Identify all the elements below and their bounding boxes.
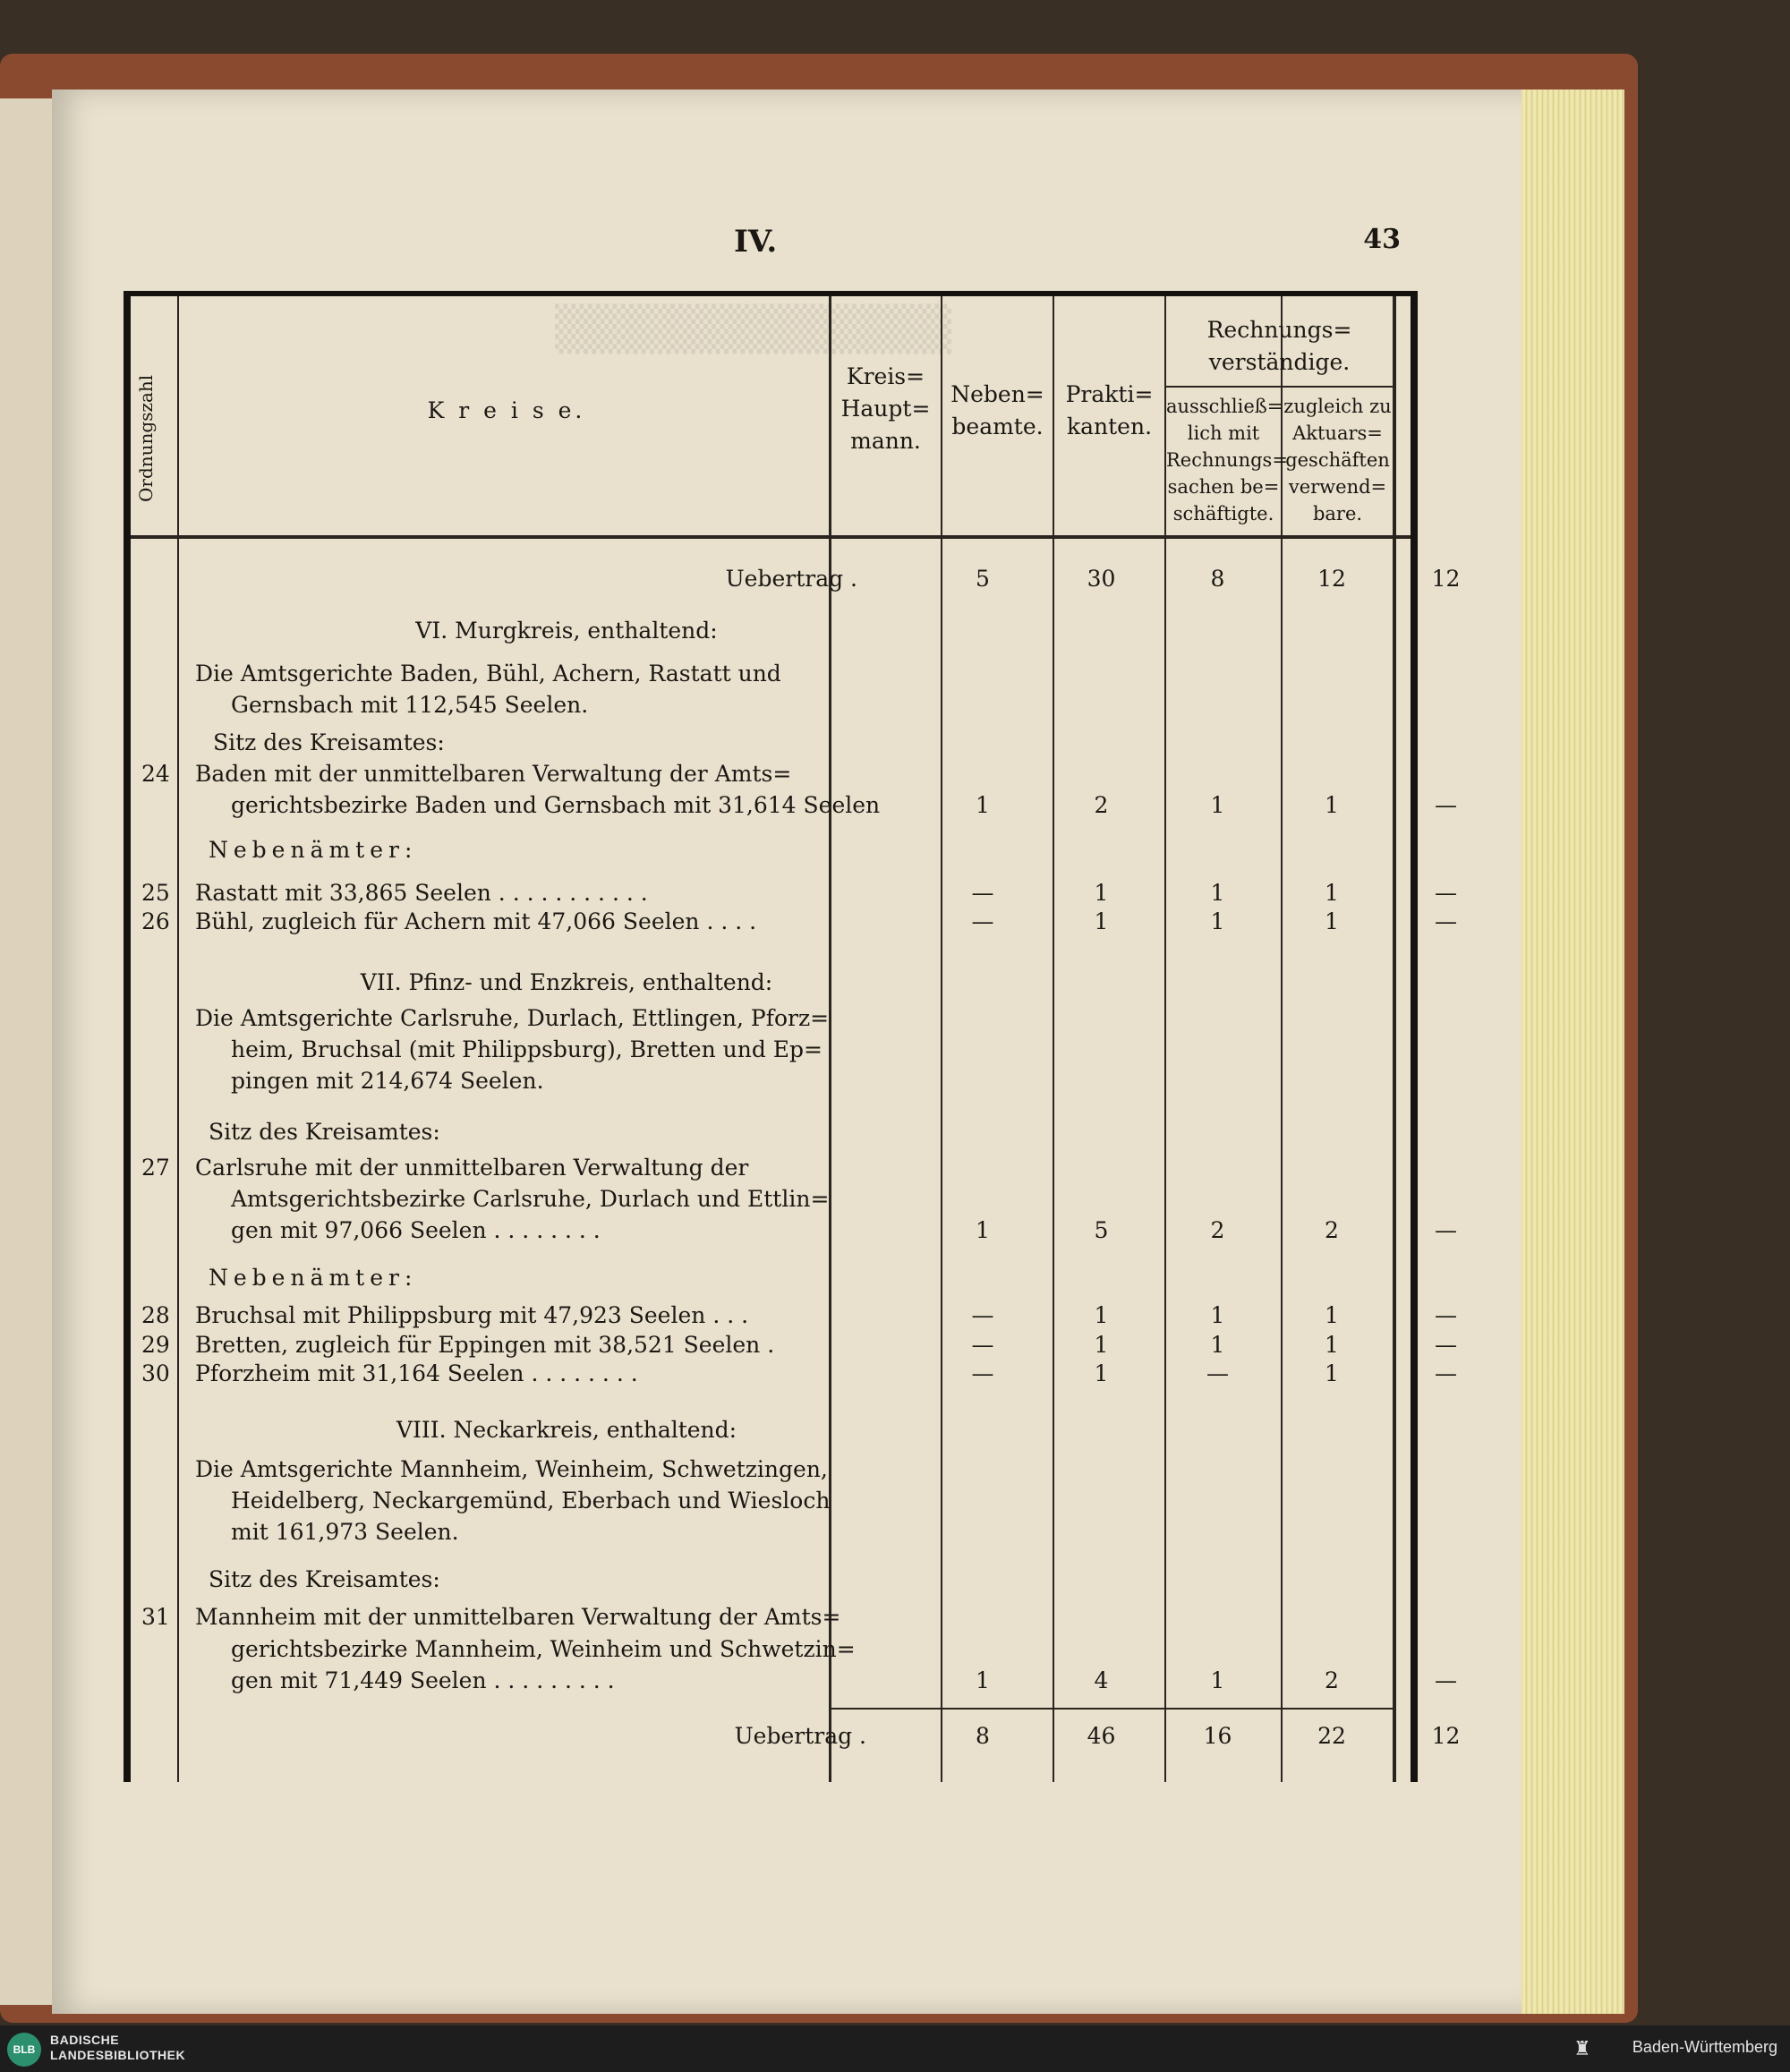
row-number: 28 [141, 1302, 170, 1328]
carry-over-label: Uebertrag . [734, 1723, 866, 1749]
header-rechnungsverstaendige: Rechnungs= verständige. [1206, 317, 1352, 375]
row-number: 24 [141, 761, 170, 787]
page-edges [1522, 90, 1624, 2014]
value-cell: 8 [1210, 566, 1225, 592]
row-text: gerichtsbezirke Baden und Gernsbach mit 31,614 Seelen [231, 792, 881, 818]
value-cell: 2 [1325, 1217, 1339, 1243]
value-cell: 1 [1210, 1667, 1225, 1693]
value-cell: 1 [1094, 908, 1109, 934]
value-cell: — [1435, 1332, 1457, 1358]
value-cell: 4 [1094, 1667, 1109, 1693]
nebenaemter-label: Nebenämter: [209, 837, 418, 863]
value-cell: 1 [1210, 880, 1225, 906]
value-cell: 1 [1094, 880, 1109, 906]
row-text: Baden mit der unmittelbaren Verwaltung der Amts= [195, 761, 792, 787]
row-text: gen mit 71,449 Seelen . . . . . . . . . [231, 1667, 615, 1693]
value-cell: 8 [976, 1723, 990, 1749]
value-cell: 2 [1094, 792, 1109, 818]
value-cell: 1 [1094, 1360, 1109, 1386]
value-cell: — [1435, 1217, 1457, 1243]
section-intro: Heidelberg, Neckargemünd, Eberbach und Wiesloch [231, 1488, 831, 1513]
viewer-footer [0, 2025, 1790, 2072]
header-praktikanten: Prakti= kanten. [1065, 381, 1154, 439]
row-number: 26 [141, 908, 170, 934]
value-cell: — [1206, 1360, 1229, 1386]
carry-over-label: Uebertrag . [725, 566, 857, 592]
library-name: BADISCHE LANDESBIBLIOTHEK [50, 2033, 186, 2062]
value-cell: — [1435, 908, 1457, 934]
row-text: Bretten, zugleich für Eppingen mit 38,521 Seelen . [195, 1332, 775, 1358]
value-cell: 1 [1325, 880, 1339, 906]
value-cell: 1 [976, 792, 990, 818]
value-cell: 12 [1431, 566, 1461, 592]
value-cell: 1 [1325, 1302, 1339, 1328]
region-label: Baden-Württemberg [1632, 2038, 1777, 2056]
blb-logo: BLB [7, 2033, 41, 2067]
value-cell: 2 [1210, 1217, 1225, 1243]
row-text: Amtsgerichtsbezirke Carlsruhe, Durlach und Ettlin= [231, 1186, 830, 1212]
value-cell: 1 [1094, 1302, 1109, 1328]
value-cell: 1 [1325, 908, 1339, 934]
value-cell: 1 [1210, 792, 1225, 818]
row-number: 31 [141, 1604, 170, 1630]
value-cell: 1 [1325, 1332, 1339, 1358]
value-cell: 22 [1317, 1723, 1346, 1749]
row-text: Bruchsal mit Philippsburg mit 47,923 Seelen . . . [195, 1302, 749, 1328]
row-number: 30 [141, 1360, 170, 1386]
value-cell: — [1435, 1360, 1457, 1386]
nebenaemter-label: Nebenämter: [209, 1265, 418, 1291]
sitz-label: Sitz des Kreisamtes: [209, 1566, 440, 1592]
section-heading: IV. [734, 224, 778, 260]
section-intro: Gernsbach mit 112,545 Seelen. [231, 692, 589, 718]
value-cell: 1 [976, 1217, 990, 1243]
value-cell: 12 [1431, 1723, 1461, 1749]
left-page-edge [0, 98, 55, 2005]
value-cell: 1 [1325, 1360, 1339, 1386]
header-ausschliesslich: ausschließ= lich mit Rechnungs= sachen be= schäftigte. [1166, 396, 1288, 524]
value-cell: 1 [1210, 1302, 1225, 1328]
row-text: Bühl, zugleich für Achern mit 47,066 Seelen . . . . [195, 908, 757, 934]
header-kreis-hauptmann: Kreis= Haupt= mann. [840, 363, 931, 454]
value-cell: — [971, 1360, 994, 1386]
sitz-label: Sitz des Kreisamtes: [213, 729, 445, 755]
value-cell: — [971, 1302, 994, 1328]
value-cell: — [1435, 1667, 1457, 1693]
value-cell: — [971, 880, 994, 906]
row-text: gerichtsbezirke Mannheim, Weinheim und Schwetzin= [231, 1636, 856, 1662]
header-kreise: K r e i s e. [427, 397, 586, 423]
value-cell: 30 [1087, 566, 1116, 592]
row-text: Carlsruhe mit der unmittelbaren Verwaltung der [195, 1155, 749, 1181]
header-nebenbeamte: Neben= beamte. [950, 381, 1044, 439]
section-title: VIII. Neckarkreis, enthaltend: [396, 1417, 737, 1443]
value-cell: 16 [1203, 1723, 1232, 1749]
section-intro: Die Amtsgerichte Mannheim, Weinheim, Schwetzingen, [195, 1456, 828, 1482]
sum-rule [831, 1708, 1394, 1710]
value-cell: — [971, 1332, 994, 1358]
section-intro: heim, Bruchsal (mit Philippsburg), Bretten und Ep= [231, 1036, 823, 1062]
value-cell: 1 [1325, 792, 1339, 818]
row-text: Mannheim mit der unmittelbaren Verwaltung der Amts= [195, 1604, 841, 1630]
section-title: VI. Murgkreis, enthaltend: [415, 618, 718, 644]
section-intro: mit 161,973 Seelen. [231, 1519, 459, 1545]
value-cell: 5 [1094, 1217, 1109, 1243]
value-cell: 1 [1094, 1332, 1109, 1358]
section-intro: Die Amtsgerichte Carlsruhe, Durlach, Ettlingen, Pforz= [195, 1005, 830, 1031]
coat-of-arms-icon: ♜ [1573, 2037, 1591, 2059]
value-cell: 1 [1210, 1332, 1225, 1358]
row-number: 29 [141, 1332, 170, 1358]
value-cell: 12 [1317, 566, 1346, 592]
value-cell: 2 [1325, 1667, 1339, 1693]
row-number: 27 [141, 1155, 170, 1181]
section-intro: pingen mit 214,674 Seelen. [231, 1068, 544, 1094]
section-intro: Die Amtsgerichte Baden, Bühl, Achern, Rastatt und [195, 661, 781, 686]
value-cell: — [971, 908, 994, 934]
page-number: 43 [1363, 224, 1401, 255]
value-cell: — [1435, 880, 1457, 906]
row-text: gen mit 97,066 Seelen . . . . . . . . [231, 1217, 601, 1243]
value-cell: 1 [976, 1667, 990, 1693]
value-cell: 1 [1210, 908, 1225, 934]
value-cell: 5 [976, 566, 990, 592]
row-text: Rastatt mit 33,865 Seelen . . . . . . . . . . . [195, 880, 648, 906]
row-text: Pforzheim mit 31,164 Seelen . . . . . . . . [195, 1360, 638, 1386]
header-zugleich: zugleich zu Aktuars= geschäften verwend= bare. [1283, 396, 1392, 524]
row-number: 25 [141, 880, 170, 906]
table-body [132, 0, 1461, 2072]
show-through-text: ▒▒▒▒▒▒▒▒▒▒▒▒ [555, 304, 951, 354]
value-cell: — [1435, 792, 1457, 818]
header-ordnungszahl: Ordnungszahl [135, 374, 157, 502]
section-title: VII. Pfinz- und Enzkreis, enthaltend: [360, 969, 773, 995]
value-cell: — [1435, 1302, 1457, 1328]
value-cell: 46 [1087, 1723, 1116, 1749]
sitz-label: Sitz des Kreisamtes: [209, 1119, 440, 1145]
